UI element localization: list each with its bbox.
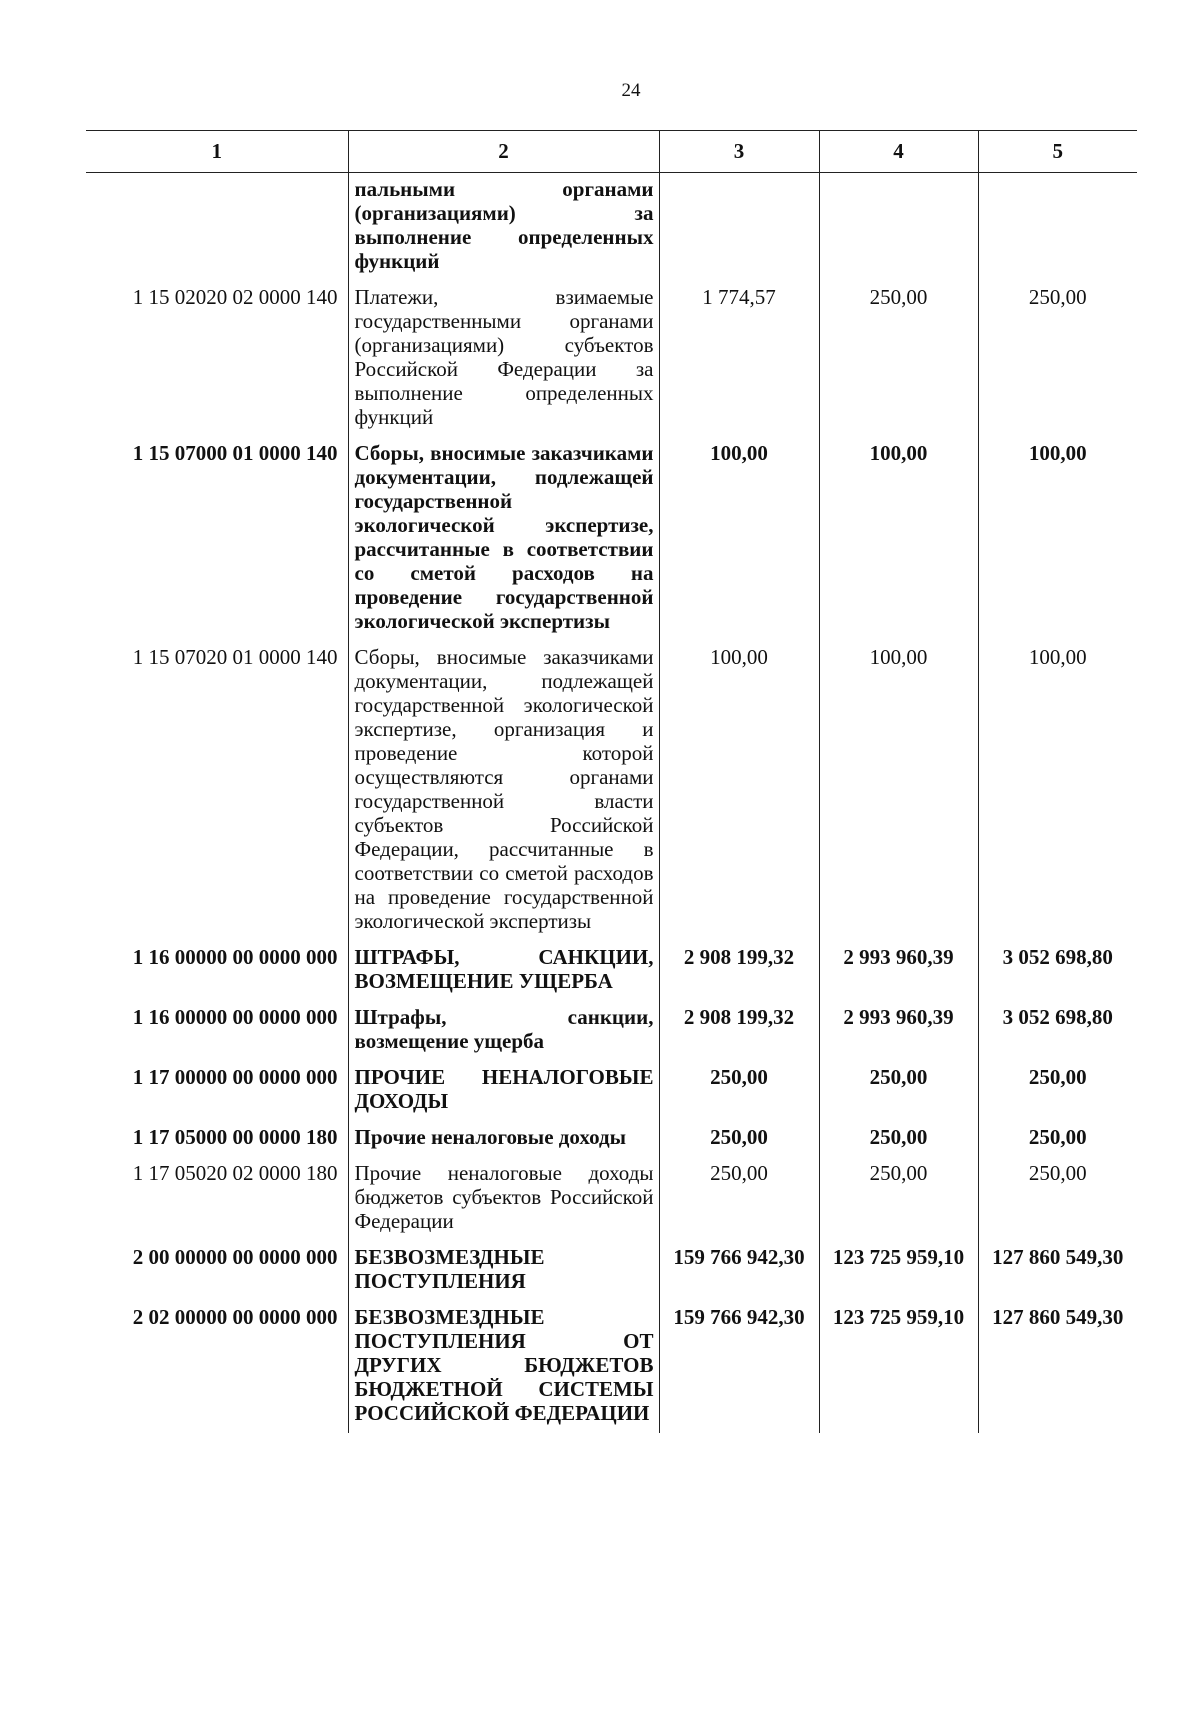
row-code: 1 15 07000 01 0000 140 [132,441,338,465]
row-description: Прочие неналоговые доходы бюджетов субъектов Российской Федерации [348,1149,659,1233]
row-code: 2 00 00000 00 0000 000 [132,1245,338,1269]
header-col-1: 1 [86,131,348,173]
row-value-col3: 250,00 [710,1161,768,1185]
row-value-col4: 250,00 [819,273,978,429]
table-row [86,1053,1137,1113]
row-value-col5: 250,00 [978,1053,1137,1113]
row-value-col3: 100,00 [710,645,768,669]
header-col-2: 2 [348,131,659,173]
row-value-col5: 250,00 [978,1113,1137,1149]
row-code: 1 17 00000 00 0000 000 [132,1065,338,1089]
row-description: БЕЗВОЗМЕЗДНЫЕ ПОСТУПЛЕНИЯ ОТ ДРУГИХ БЮДЖЕТОВ БЮДЖЕТНОЙ СИСТЕМЫ РОССИЙСКОЙ ФЕДЕРАЦИИ [348,1293,659,1433]
row-value-col5: 127 860 549,30 [978,1233,1137,1293]
row-value-col3: 250,00 [710,1125,768,1149]
row-value-col5: 100,00 [978,633,1137,933]
row-value-col5: 3 052 698,80 [978,933,1137,993]
row-description: Штрафы, санкции, возмещение ущерба [348,993,659,1053]
table-row [86,429,1137,633]
budget-table [86,130,1137,1433]
table-row [86,1149,1137,1233]
table-body [86,173,1137,1434]
row-value-col5: 100,00 [978,429,1137,633]
header-col-5: 5 [978,131,1137,173]
row-code: 1 16 00000 00 0000 000 [132,1005,338,1029]
table-row [86,273,1137,429]
row-value-col3 [659,173,819,274]
row-value-col4: 123 725 959,10 [819,1293,978,1433]
header-col-3: 3 [659,131,819,173]
table-row [86,1293,1137,1433]
row-description: Платежи, взимаемые государственными органами (организациями) субъектов Российской Федерации за выполнение определенных функций [348,273,659,429]
row-value-col4: 2 993 960,39 [819,993,978,1053]
table-row [86,1113,1137,1149]
row-description: пальными органами (организациями) за выполнение определенных функций [348,173,659,274]
row-value-col3: 159 766 942,30 [673,1305,805,1329]
table-row [86,1233,1137,1293]
row-code: 1 17 05000 00 0000 180 [132,1125,338,1149]
row-value-col3: 1 774,57 [702,285,776,309]
row-value-col5: 3 052 698,80 [978,993,1137,1053]
row-code: 1 15 07020 01 0000 140 [132,645,338,669]
row-value-col4: 2 993 960,39 [819,933,978,993]
row-description: Сборы, вносимые заказчиками документации, подлежащей государственной экологической экспертизе, рассчитанные в соответствии со сметой расходов на проведение государственной экологической экспертизы [348,429,659,633]
row-code: 1 16 00000 00 0000 000 [132,945,338,969]
row-value-col3: 159 766 942,30 [673,1245,805,1269]
row-value-col4: 100,00 [819,633,978,933]
row-value-col5: 250,00 [978,1149,1137,1233]
row-value-col3: 2 908 199,32 [683,945,795,969]
row-description: БЕЗВОЗМЕЗДНЫЕ ПОСТУПЛЕНИЯ [348,1233,659,1293]
budget-table-container [86,130,1137,1433]
row-code [86,173,348,274]
row-value-col3: 100,00 [710,441,768,465]
row-value-col3: 2 908 199,32 [683,1005,795,1029]
row-description: Прочие неналоговые доходы [348,1113,659,1149]
row-value-col4: 100,00 [819,429,978,633]
row-value-col4: 123 725 959,10 [819,1233,978,1293]
header-col-4: 4 [819,131,978,173]
row-value-col5: 127 860 549,30 [978,1293,1137,1433]
row-code: 1 17 05020 02 0000 180 [132,1161,338,1185]
row-value-col3: 250,00 [710,1065,768,1089]
row-code: 2 02 00000 00 0000 000 [132,1305,338,1329]
table-row [86,633,1137,933]
row-value-col4: 250,00 [819,1149,978,1233]
table-row [86,993,1137,1053]
row-value-col4: 250,00 [819,1113,978,1149]
row-description: Сборы, вносимые заказчиками документации, подлежащей государственной экологической экспертизе, организация и проведение которой осуществляются органами государственной власти субъектов Российской Федерации, рассчитанные в соответствии со сметой расходов на проведение государственной экологической экспертизы [348,633,659,933]
row-description: ШТРАФЫ, САНКЦИИ, ВОЗМЕЩЕНИЕ УЩЕРБА [348,933,659,993]
row-value-col5 [978,173,1137,274]
table-row [86,173,1137,274]
page-number: 24 [621,80,641,101]
table-header [86,131,1137,173]
row-value-col5: 250,00 [978,273,1137,429]
row-description: ПРОЧИЕ НЕНАЛОГОВЫЕ ДОХОДЫ [348,1053,659,1113]
table-row [86,933,1137,993]
row-value-col4 [819,173,978,274]
row-code: 1 15 02020 02 0000 140 [132,285,338,309]
row-value-col4: 250,00 [819,1053,978,1113]
